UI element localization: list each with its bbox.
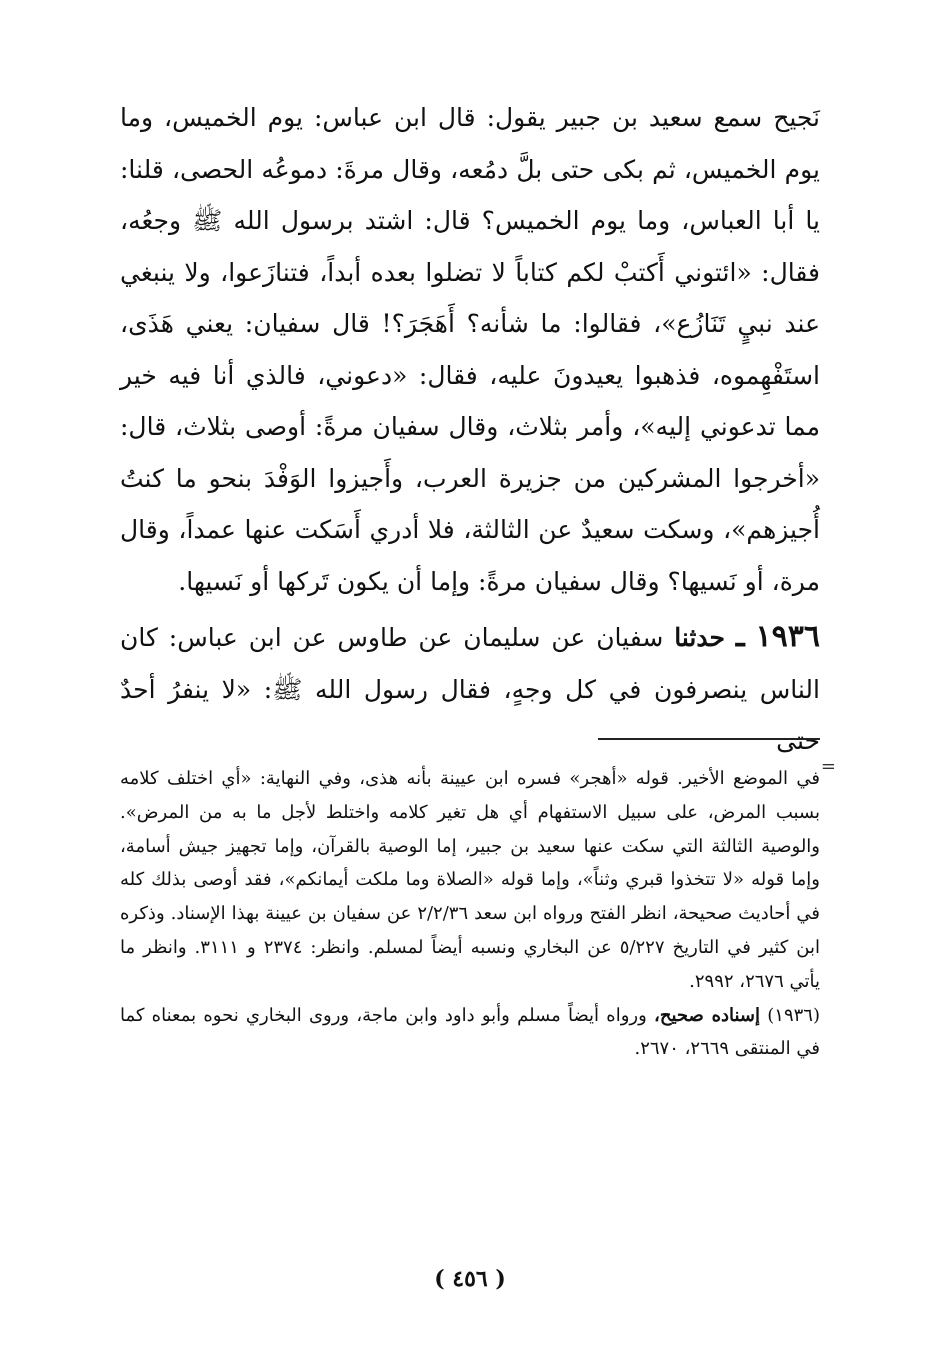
hadith-dash: ـ — [735, 619, 745, 654]
footnote-2 — [120, 999, 820, 1067]
footnote-2-verdict: إسناده صحيح، — [654, 1004, 761, 1026]
footnotes — [120, 762, 820, 1066]
hadith-text: سفيان عن سليمان عن طاوس عن ابن عباس: كان الناس ينصرفون في كل وجهٍ، فقال رسول الله ﷺ: «لا ينفرُ أحدٌ حتى — [120, 623, 820, 755]
hadith-number: ١٩٣٦ — [755, 619, 820, 654]
footnote-continuation-mark: = — [820, 756, 836, 777]
footnote-1: في الموضع الأخير. قوله «أهجر» فسره ابن عيينة بأنه هذى، وفي النهاية: «أي اختلف كلامه بسبب المرض، على سبيل الاستفهام أي هل تغير كلامه واختلط لأجل ما به من المرض». والوصية الثالثة التي سكت عنها سعيد بن جبير، إما الوصية بالقرآن، وإما تجهيز جيش أسامة، وإما قوله «لا تتخذوا قبري وثناً»، وإما قوله «الصلاة وما ملكت أيمانكم»، فقد أوصى بذلك كله في أحاديث صحيحة، انظر الفتح ورواه ابن سعد ٢/٢/٣٦ عن سفيان بن عيينة بهذا الإسناد. وذكره ابن كثير في التاريخ ٥/٢٢٧ عن البخاري ونسبه أيضاً لمسلم. وانظر: ٢٣٧٤ و ٣١١١. وانظر ما يأتي ٢٦٧٦، ٢٩٩٢. — [120, 768, 820, 992]
main-text — [120, 92, 820, 767]
paragraph-1: نَجيح سمع سعيد بن جبير يقول: قال ابن عباس: يوم الخميس، وما يوم الخميس، ثم بكى حتى بلَّ دمُعه، وقال مرةَ: دموعُه الحصى، قلنا: يا أبا العباس، وما يوم الخميس؟ قال: اشتد برسول الله ﷺ وجعُه، فقال: «ائتوني أَكتبْ لكم كتاباً لا تضلوا بعده أبداً، فتنازَعوا، ولا ينبغي عند نبيٍ تَنَازُع»، فقالوا: ما شأنه؟ أَهَجَرَ؟! قال سفيان: يعني هَذَى، استَفْهِموه، فذهبوا يعيدونَ عليه، فقال: «دعوني، فالذي أنا فيه خير مما تدعوني إليه»، وأمر بثلاث، وقال سفيان مرةً: أوصى بثلاث، قال: «أخرجوا المشركين من جزيرة العرب، وأَجيزوا الوَفْدَ بنحو ما كنتُ أُجيزهم»، وسكت سعيدٌ عن الثالثة، فلا أدري أَسَكت عنها عمداً، وقال مرة، أو نَسيها؟ وقال سفيان مرةً: وإما أن يكون تَركها أو نَسيها. — [120, 103, 820, 596]
hadith-paragraph — [120, 611, 820, 767]
footnote-2-ref: (١٩٣٦) — [767, 1004, 820, 1026]
page-number: ( ٤٥٦ ) — [434, 1266, 506, 1292]
haddathana-word: حدثنا — [674, 623, 725, 652]
footnote-separator — [598, 738, 820, 740]
footnote-2-text: ورواه أيضاً مسلم وأبو داود وابن ماجة، وروى البخاري نحوه بمعناه كما في المنتقى ٢٦٦٩، ٢٦٧٠. — [120, 1004, 820, 1060]
